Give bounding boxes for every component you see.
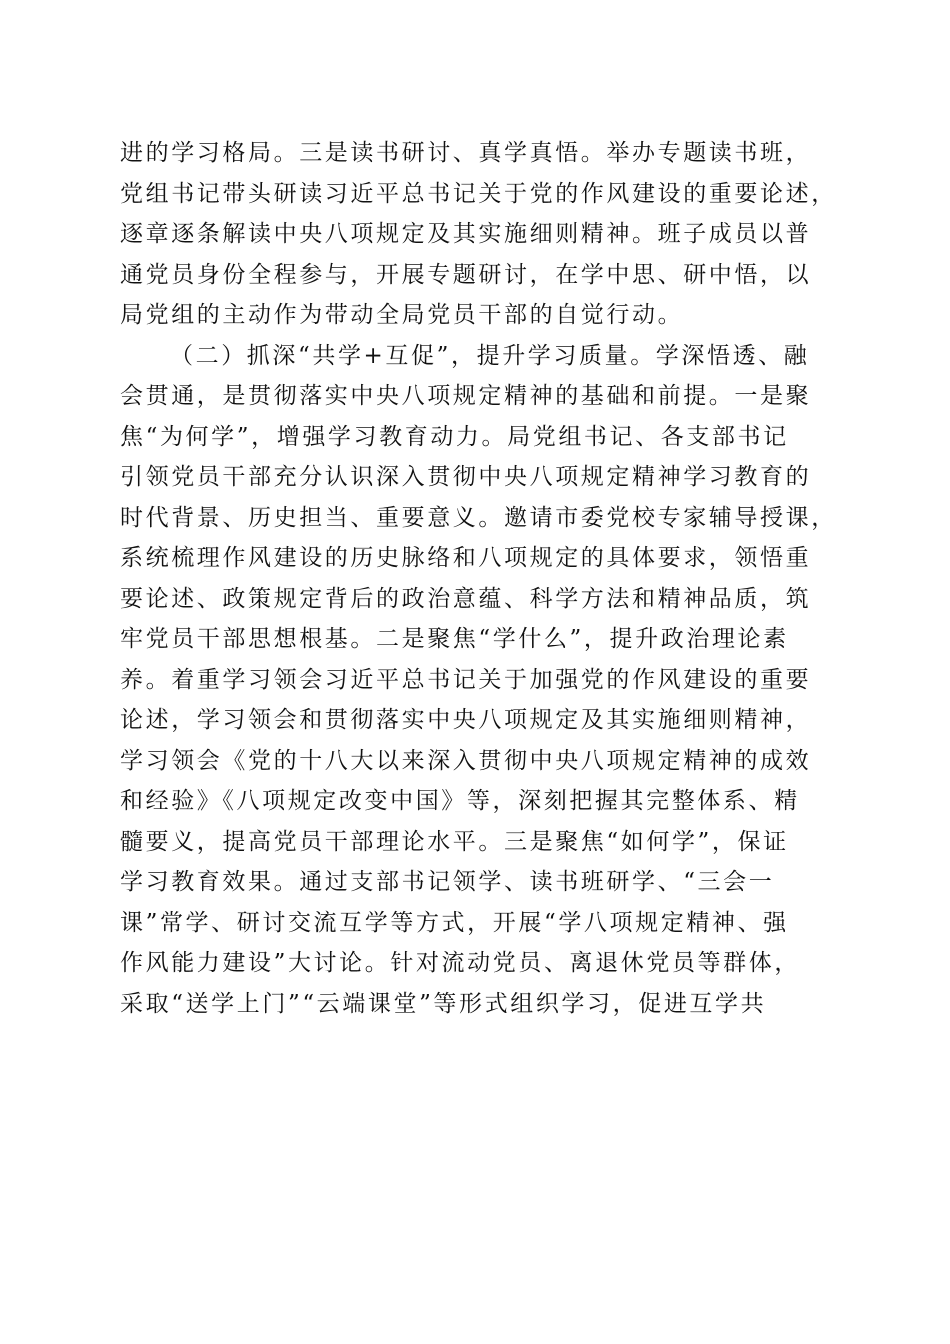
text-line: 进的学习格局。三是读书研讨、真学真悟。举办专题读书班， [120, 140, 812, 166]
text-line: 课”常学、研讨交流互学等方式，开展“学八项规定精神、强 [120, 909, 789, 936]
text-line: 系统梳理作风建设的历史脉络和八项规定的具体要求，领悟重 [120, 545, 812, 571]
text-line: 学习教育效果。通过支部书记领学、读书班研学、“三会一 [120, 869, 775, 895]
text-line: 党组书记带头研读习近平总书记关于党的作风建设的重要论述， [120, 180, 837, 207]
text-line: 牢党员干部思想根基。二是聚焦“学什么”，提升政治理论素 [120, 626, 789, 652]
text-line: 通党员身份全程参与，开展专题研讨，在学中思、研中悟，以 [120, 261, 812, 288]
text-line: 作风能力建设”大讨论。针对流动党员、离退休党员等群体， [120, 950, 800, 976]
body-text [120, 133, 840, 1024]
text-line: 和经验》《八项规定改变中国》等，深刻把握其完整体系、精 [120, 788, 800, 814]
text-line: 要论述、政策规定背后的政治意蕴、科学方法和精神品质，筑 [120, 585, 812, 612]
text-line: 会贯通，是贯彻落实中央八项规定精神的基础和前提。一是聚 [120, 383, 812, 409]
section-heading-line: （二）抓深“共学+互促”，提升学习质量。学深悟透、融 [170, 342, 810, 369]
text-line: 养。着重学习领会习近平总书记关于加强党的作风建设的重要 [120, 666, 812, 693]
text-line: 论述，学习领会和贯彻落实中央八项规定及其实施细则精神， [120, 707, 812, 733]
text-line: 时代背景、历史担当、重要意义。邀请市委党校专家辅导授课， [120, 504, 837, 531]
text-line: 局党组的主动作为带动全局党员干部的自觉行动。 [120, 302, 684, 328]
text-line: 采取“送学上门”“云端课堂”等形式组织学习，促进互学共 [120, 990, 767, 1017]
text-line: 学习领会《党的十八大以来深入贯彻中央八项规定精神的成效 [120, 747, 812, 774]
text-line: 焦“为何学”，增强学习教育动力。局党组书记、各支部书记 [120, 423, 789, 450]
text-line: 髓要义，提高党员干部理论水平。三是聚焦“如何学”，保证 [120, 828, 789, 855]
text-line: 引领党员干部充分认识深入贯彻中央八项规定精神学习教育的 [120, 464, 812, 490]
text-line: 逐章逐条解读中央八项规定及其实施细则精神。班子成员以普 [120, 221, 812, 247]
